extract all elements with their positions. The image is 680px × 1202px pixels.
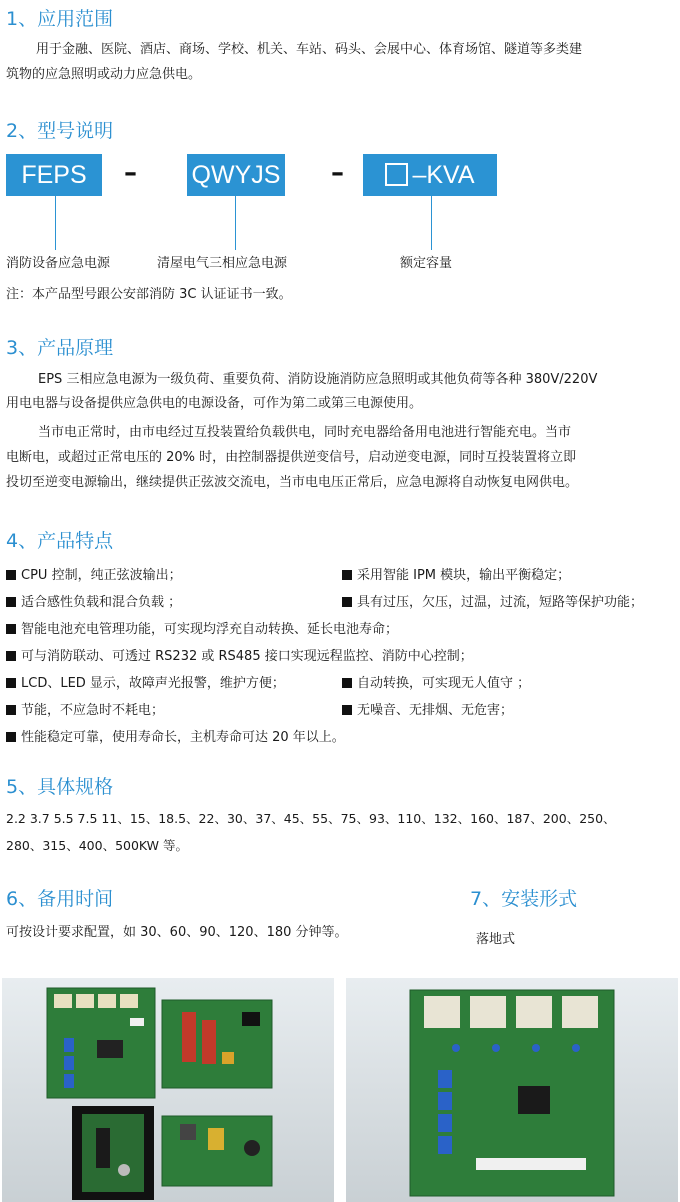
section-title-model: 2、型号说明 [6, 120, 114, 142]
section-title-specs: 5、具体规格 [6, 776, 114, 798]
feature-item: 节能，不应急时不耗电； [6, 699, 164, 718]
feature-item: CPU 控制，纯正弦波输出； [6, 564, 182, 583]
section-title-principle: 3、产品原理 [6, 337, 114, 359]
pointer-line-2 [235, 196, 236, 250]
model-dash-1: – [124, 158, 137, 188]
section-title-application: 1、应用范围 [6, 8, 114, 30]
specs-line2: 280、315、400、500KW 等。 [6, 838, 189, 853]
model-note: 注：本产品型号跟公安部消防 3C 认证证书一致。 [6, 287, 292, 302]
pointer-line-3 [431, 196, 432, 250]
model-box-qwyjs: QWYJS [187, 154, 285, 196]
installation-text: 落地式 [476, 932, 516, 947]
model-dash-2: – [331, 158, 344, 188]
specs-line1: 2.2 3.7 5.5 7.5 11、15、18.5、22、30、37、45、55、75、93、110、132、160、187、200、250、 [6, 811, 616, 826]
empty-square-icon [385, 163, 408, 186]
feature-item: 可与消防联动、可透过 RS232 或 RS485 接口实现远程监控、消防中心控制； [6, 645, 473, 664]
product-photo-boards-left [2, 978, 334, 1202]
principle-line5: 投切至逆变电源输出，继续提供正弦波交流电，当市电电压正常后，应急电源将自动恢复电网供电。 [6, 475, 579, 490]
principle-line1: EPS 三相应急电源为一级负荷、重要负荷、消防设施消防应急照明或其他负荷等各种 380V/220V [38, 372, 598, 387]
pointer-line-1 [55, 196, 56, 250]
model-label-3: 额定容量 [400, 256, 453, 271]
model-box-kva [363, 154, 497, 196]
model-label-1: 消防设备应急电源 [6, 256, 111, 271]
feature-item: 智能电池充电管理功能，可实现均浮充自动转换、延长电池寿命； [6, 618, 398, 637]
feature-item: 性能稳定可靠，使用寿命长，主机寿命可达 20 年以上。 [6, 726, 345, 745]
feature-item: 采用智能 IPM 模块，输出平衡稳定； [342, 564, 570, 583]
principle-line4: 电断电，或超过正常电压的 20% 时，由控制器提供逆变信号，启动逆变电源，同时互投装置将立即 [6, 450, 577, 465]
feature-item: 适合感性负载和混合负载 ； [6, 591, 181, 610]
principle-line3: 当市电正常时，由市电经过互投装置给负载供电，同时充电器给备用电池进行智能充电。当市 [38, 425, 572, 440]
model-box-kva-text: –KVA [412, 161, 475, 189]
application-text-line2: 筑物的应急照明或动力应急供电。 [6, 67, 202, 82]
backup-time-text: 可按设计要求配置，如 30、60、90、120、180 分钟等。 [6, 925, 348, 940]
feature-item: LCD、LED 显示，故障声光报警，维护方便； [6, 672, 285, 691]
principle-line2: 用电电器与设备提供应急供电的电源设备，可作为第二或第三电源使用。 [6, 396, 423, 411]
section-title-features: 4、产品特点 [6, 530, 114, 552]
feature-item: 具有过压，欠压，过温，过流，短路等保护功能； [342, 591, 643, 610]
application-text-line1: 用于金融、医院、酒店、商场、学校、机关、车站、码头、会展中心、体育场馆、隧道等多类建 [36, 42, 583, 57]
feature-item: 无噪音、无排烟、无危害； [342, 699, 513, 718]
section-title-backup-time: 6、备用时间 [6, 888, 114, 910]
section-title-installation: 7、安装形式 [470, 888, 578, 910]
product-photo-board-right [346, 978, 678, 1202]
model-box-feps: FEPS [6, 154, 102, 196]
feature-item: 自动转换，可实现无人值守 ； [342, 672, 530, 691]
model-label-2: 清屋电气三相应急电源 [157, 256, 288, 271]
